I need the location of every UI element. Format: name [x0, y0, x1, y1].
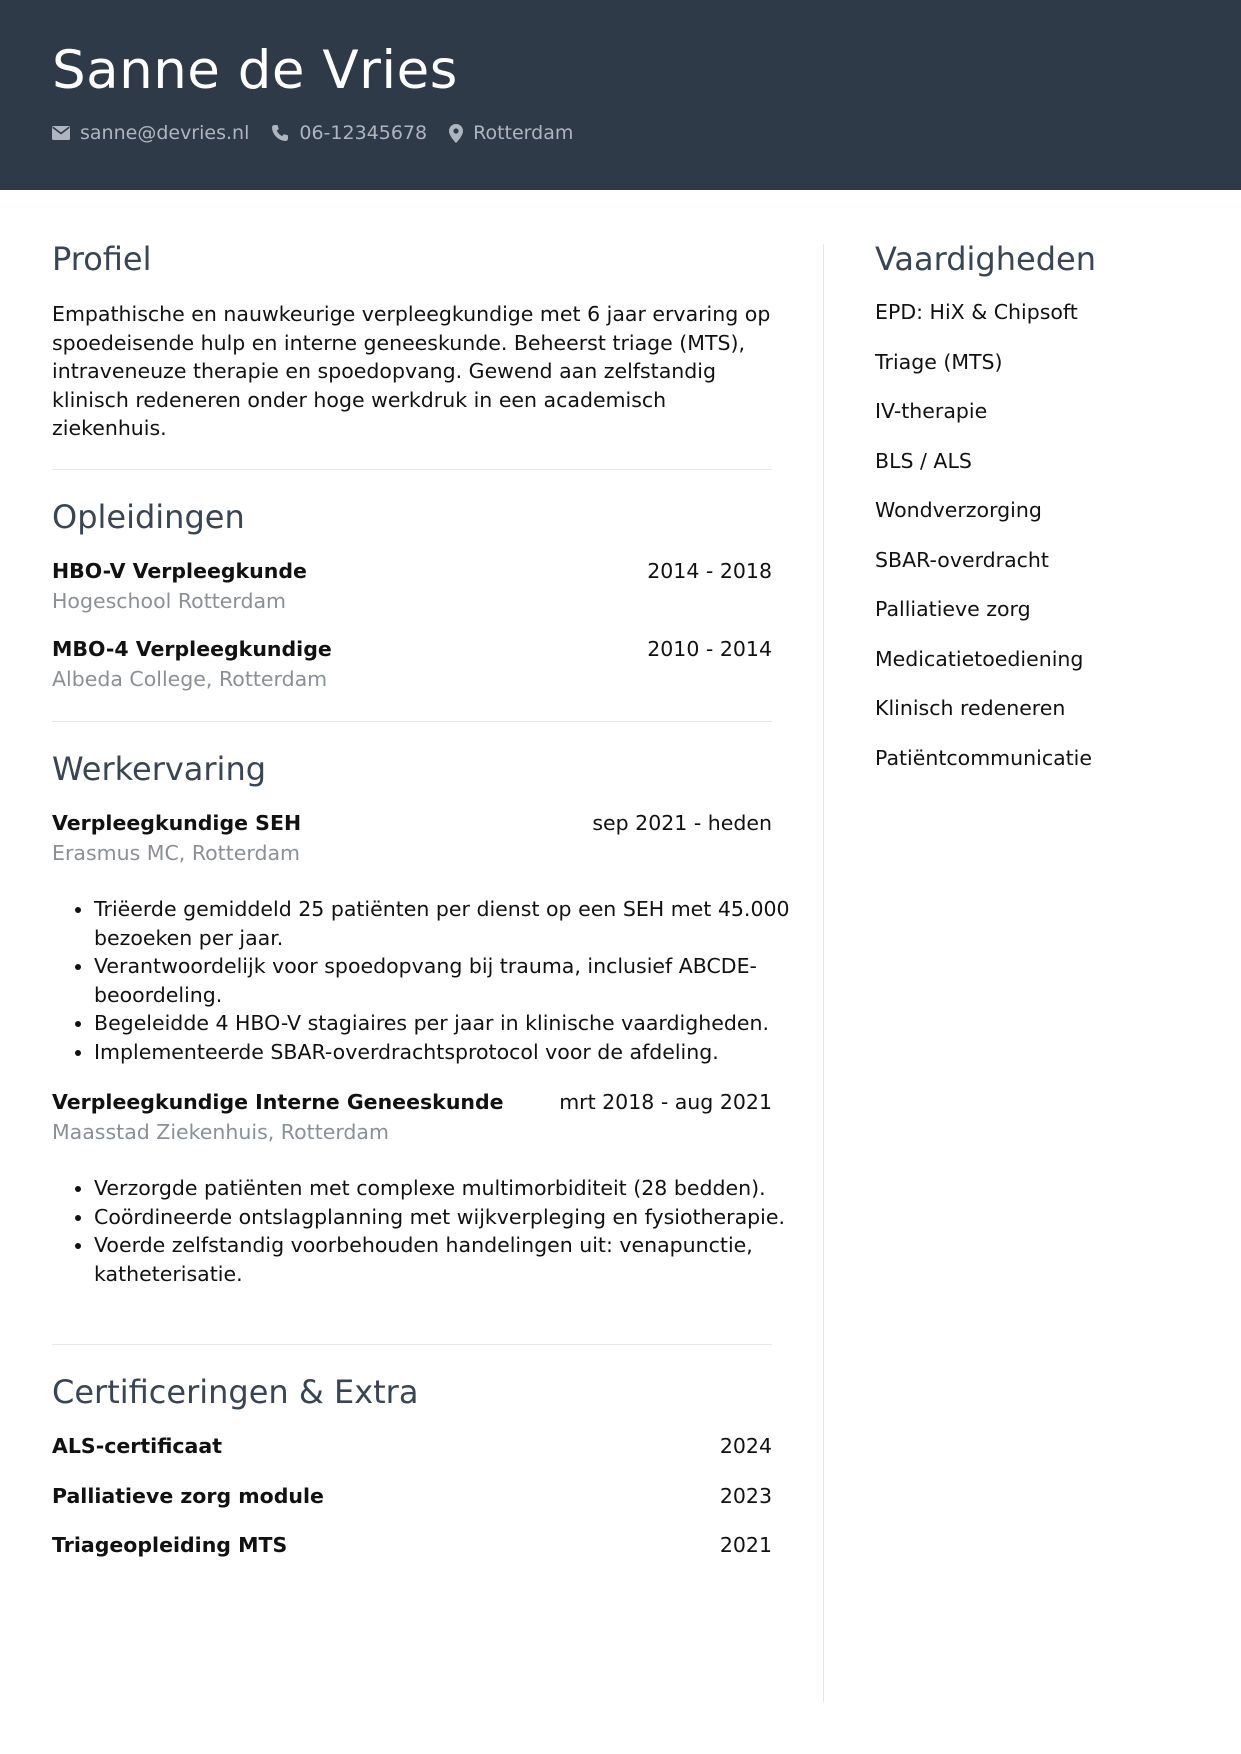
skills-heading: Vaardigheden — [875, 240, 1096, 278]
experience-entry — [52, 811, 772, 865]
phone-icon — [271, 124, 289, 142]
skill-item: EPD: HiX & Chipsoft — [875, 300, 1078, 324]
entry-org: Maasstad Ziekenhuis, Rotterdam — [52, 1120, 389, 1144]
contact-phone — [271, 122, 427, 144]
location-text: Rotterdam — [473, 122, 574, 144]
entry-date: 2014 - 2018 — [647, 559, 772, 583]
resume-header — [0, 0, 1241, 190]
experience-heading: Werkervaring — [52, 750, 267, 788]
envelope-icon — [52, 126, 70, 140]
cert-title: ALS-certificaat — [52, 1434, 223, 1458]
certifications-heading: Certificeringen & Extra — [52, 1373, 419, 1411]
skill-item: Medicatietoediening — [875, 646, 1084, 671]
experience-bullets — [52, 895, 814, 1066]
skill-item: Patiëntcommunicatie — [875, 745, 1092, 770]
phone-text: 06-12345678 — [299, 122, 428, 144]
contact-info — [52, 122, 595, 144]
education-entry — [52, 559, 772, 613]
profile-heading: Profiel — [52, 240, 152, 278]
cert-date: 2023 — [719, 1484, 772, 1508]
certification-row — [52, 1434, 772, 1458]
skill-item: Palliatieve zorg — [875, 597, 1031, 621]
location-pin-icon — [449, 124, 463, 143]
certifications-section — [52, 1373, 772, 1411]
bullet-item: • Verantwoordelijk voor spoedopvang bij trauma, inclusief ABCDE-beoordeling. — [94, 952, 814, 1009]
entry-title: HBO-V Verpleegkunde — [52, 559, 307, 583]
certification-row — [52, 1484, 772, 1508]
skill-item: SBAR-overdracht — [875, 547, 1049, 572]
cert-date: 2021 — [719, 1533, 772, 1557]
bullet-item: • Verzorgde patiënten met complexe multimorbiditeit (28 bedden). — [94, 1174, 814, 1203]
education-section — [52, 498, 772, 536]
candidate-name: Sanne de Vries — [52, 40, 458, 101]
cert-title: Triageopleiding MTS — [52, 1533, 288, 1557]
entry-org: Hogeschool Rotterdam — [52, 589, 286, 613]
education-entry — [52, 637, 772, 691]
divider — [52, 469, 772, 470]
entry-org: Albeda College, Rotterdam — [52, 667, 328, 691]
experience-entry — [52, 1090, 772, 1144]
bullet-item: • Triëerde gemiddeld 25 patiënten per dienst op een SEH met 45.000 bezoeken per jaar. — [94, 895, 814, 952]
bullet-item: • Begeleidde 4 HBO-V stagiaires per jaar in klinische vaardigheden. — [94, 1009, 814, 1038]
contact-email — [52, 122, 249, 144]
skill-item: IV-therapie — [875, 399, 988, 423]
cert-title: Palliatieve zorg module — [52, 1484, 324, 1508]
cert-date: 2024 — [719, 1434, 772, 1458]
entry-org: Erasmus MC, Rotterdam — [52, 841, 300, 865]
bullet-item: • Coördineerde ontslagplanning met wijkverpleging en fysiotherapie. — [94, 1203, 814, 1232]
entry-title: Verpleegkundige Interne Geneeskunde — [52, 1090, 504, 1114]
divider — [52, 1344, 772, 1345]
entry-date: 2010 - 2014 — [647, 637, 772, 661]
entry-date: sep 2021 - heden — [592, 811, 772, 835]
skill-item: Wondverzorging — [875, 498, 1042, 522]
experience-bullets — [52, 1174, 814, 1288]
bullet-item: • Voerde zelfstandig voorbehouden handelingen uit: venapunctie, katheterisatie. — [94, 1231, 814, 1288]
column-divider — [823, 244, 824, 1702]
experience-section — [52, 750, 772, 788]
contact-location — [449, 122, 573, 144]
bullet-item: • Implementeerde SBAR-overdrachtsprotocol voor de afdeling. — [94, 1038, 814, 1067]
skill-item: Triage (MTS) — [875, 349, 1003, 374]
sidebar — [875, 240, 1205, 770]
profile-text: Empathische en nauwkeurige verpleegkundige met 6 jaar ervaring op spoedeisende hulp en interne geneeskunde. Beheerst triage (MTS), intraveneuze therapie en spoedopvang. Gewend aan zelfstandig klinisch redeneren onder hoge werkdruk in een academisch ziekenhuis. — [52, 302, 771, 440]
divider — [52, 721, 772, 722]
education-heading: Opleidingen — [52, 498, 245, 536]
entry-title: MBO-4 Verpleegkundige — [52, 637, 332, 661]
email-text: sanne@devries.nl — [80, 122, 250, 144]
entry-date: mrt 2018 - aug 2021 — [559, 1090, 772, 1114]
skill-item: Klinisch redeneren — [875, 696, 1066, 720]
skill-item: BLS / ALS — [875, 448, 972, 473]
skills-list — [875, 298, 1092, 793]
certification-row — [52, 1533, 772, 1557]
profile-section — [52, 240, 772, 443]
entry-title: Verpleegkundige SEH — [52, 811, 302, 835]
